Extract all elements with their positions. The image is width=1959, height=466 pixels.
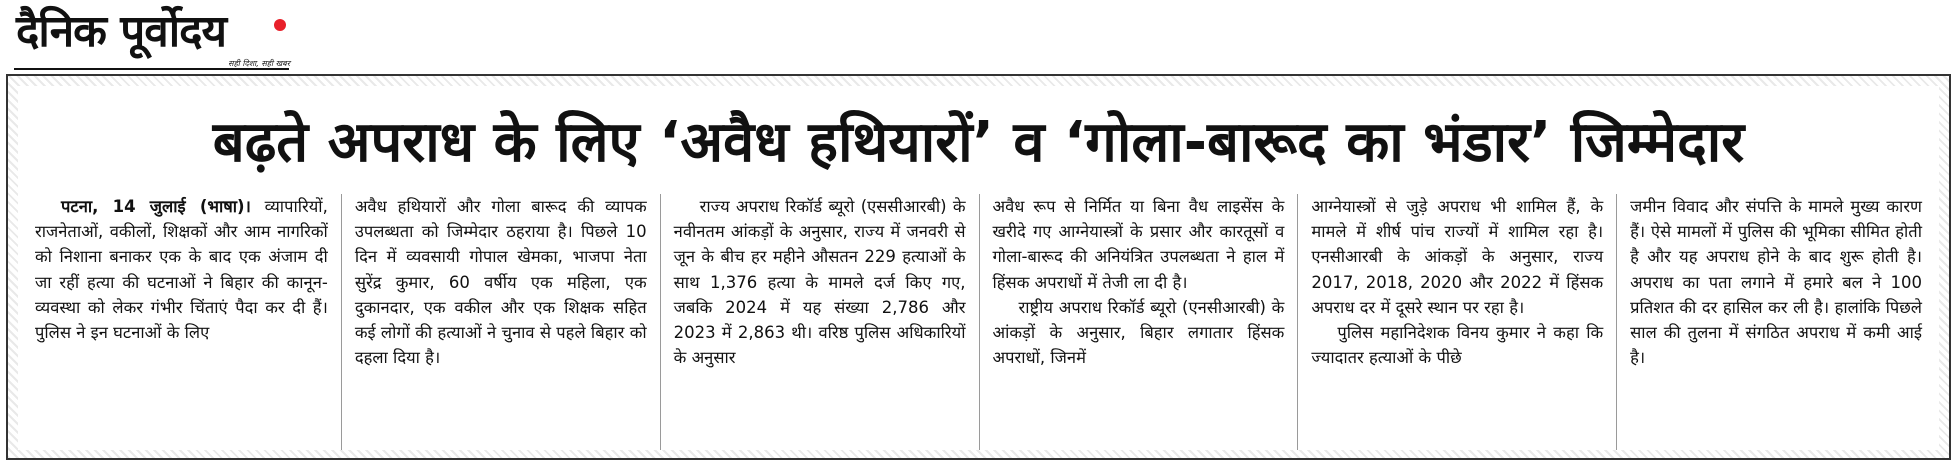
article-paragraph: राष्ट्रीय अपराध रिकॉर्ड ब्यूरो (एनसीआरबी) के आंकड़ों के अनुसार, बिहार लगातार हिंसक अपराधों, जिनमें xyxy=(992,297,1285,368)
article-headline: बढ़ते अपराध के लिए ‘अवैध हथियारों’ व ‘गोला-बारूद का भंडार’ जिम्मेदार xyxy=(212,110,1745,175)
article-paragraph: अवैध रूप से निर्मित या बिना वैध लाइसेंस के खरीदे गए आग्नेयास्त्रों के प्रसार और कारतूसों व गोला-बारूद की अनियंत्रित उपलब्धता ने हाल में हिंसक अपराधों में तेजी ला दी है। xyxy=(992,197,1285,292)
article-paragraph xyxy=(35,194,328,345)
news-clipping xyxy=(6,74,1951,460)
masthead-tagline: सही दिशा, सही खबर xyxy=(228,59,290,68)
article-column-2 xyxy=(341,194,660,450)
article-column-4 xyxy=(979,194,1298,450)
newspaper-logo: दैनिक पूर्वोदय xyxy=(16,6,227,57)
article-column-6 xyxy=(1616,194,1935,450)
article-column-1 xyxy=(22,194,341,450)
article-paragraph: पुलिस महानिदेशक विनय कुमार ने कहा कि ज्यादातर हत्याओं के पीछे xyxy=(1311,323,1604,368)
article-column-5 xyxy=(1297,194,1616,450)
logo-dot-icon xyxy=(274,19,286,31)
article-paragraph: राज्य अपराध रिकॉर्ड ब्यूरो (एससीआरबी) के नवीनतम आंकड़ों के अनुसार, राज्य में जनवरी से जून के बीच हर महीने औसतन 229 हत्याओं के साथ 1,376 हत्या के मामले दर्ज किए गए, जबकि 2024 में यह संख्या 2,786 और 2023 में 2,863 थी। वरिष्ठ पुलिस अधिकारियों के अनुसार xyxy=(673,197,966,368)
article-column-3 xyxy=(660,194,979,450)
article-text: व्यापारियों, राजनेताओं, वकीलों, शिक्षकों और आम नागरिकों को निशाना बनाकर एक के बाद एक अंजाम दी जा रहीं हत्या की घटनाओं ने बिहार की कानून-व्यवस्था को लेकर गंभीर चिंताएं पैदा कर दी हैं। पुलिस ने इन घटनाओं के लिए xyxy=(35,197,328,343)
clipping-body xyxy=(18,86,1939,450)
article-paragraph: अवैध हथियारों और गोला बारूद की व्यापक उपलब्धता को जिम्मेदार ठहराया है। पिछले 10 दिन में व्यवसायी गोपाल खेमका, भाजपा नेता सुरेंद्र कुमार, 60 वर्षीय एक महिला, एक दुकानदार, एक वकील और एक शिक्षक सहित कई लोगों की हत्याओं ने चुनाव से पहले बिहार को दहला दिया है। xyxy=(354,197,647,368)
article-dateline: पटना, 14 जुलाई (भाषा)। xyxy=(61,197,251,216)
masthead-rule xyxy=(14,68,289,70)
masthead xyxy=(14,6,290,68)
article-columns xyxy=(22,194,1935,450)
article-paragraph: जमीन विवाद और संपत्ति के मामले मुख्य कारण हैं। ऐसे मामलों में पुलिस की भूमिका सीमित होती है और यह अपराध होने के बाद शुरू होती है। अपराध का पता लगाने में हमारे बल ने 100 प्रतिशत की दर हासिल कर ली है। हालांकि पिछले साल की तुलना में संगठित अपराध में कमी आई है। xyxy=(1630,197,1922,368)
article-paragraph: आग्नेयास्त्रों से जुड़े अपराध भी शामिल हैं, के मामले में शीर्ष पांच राज्यों में शामिल रहा है। एनसीआरबी के आंकड़ों के अनुसार, राज्य 2017, 2018, 2020 और 2022 में हिंसक अपराध दर में दूसरे स्थान पर रहा है। xyxy=(1311,197,1604,317)
